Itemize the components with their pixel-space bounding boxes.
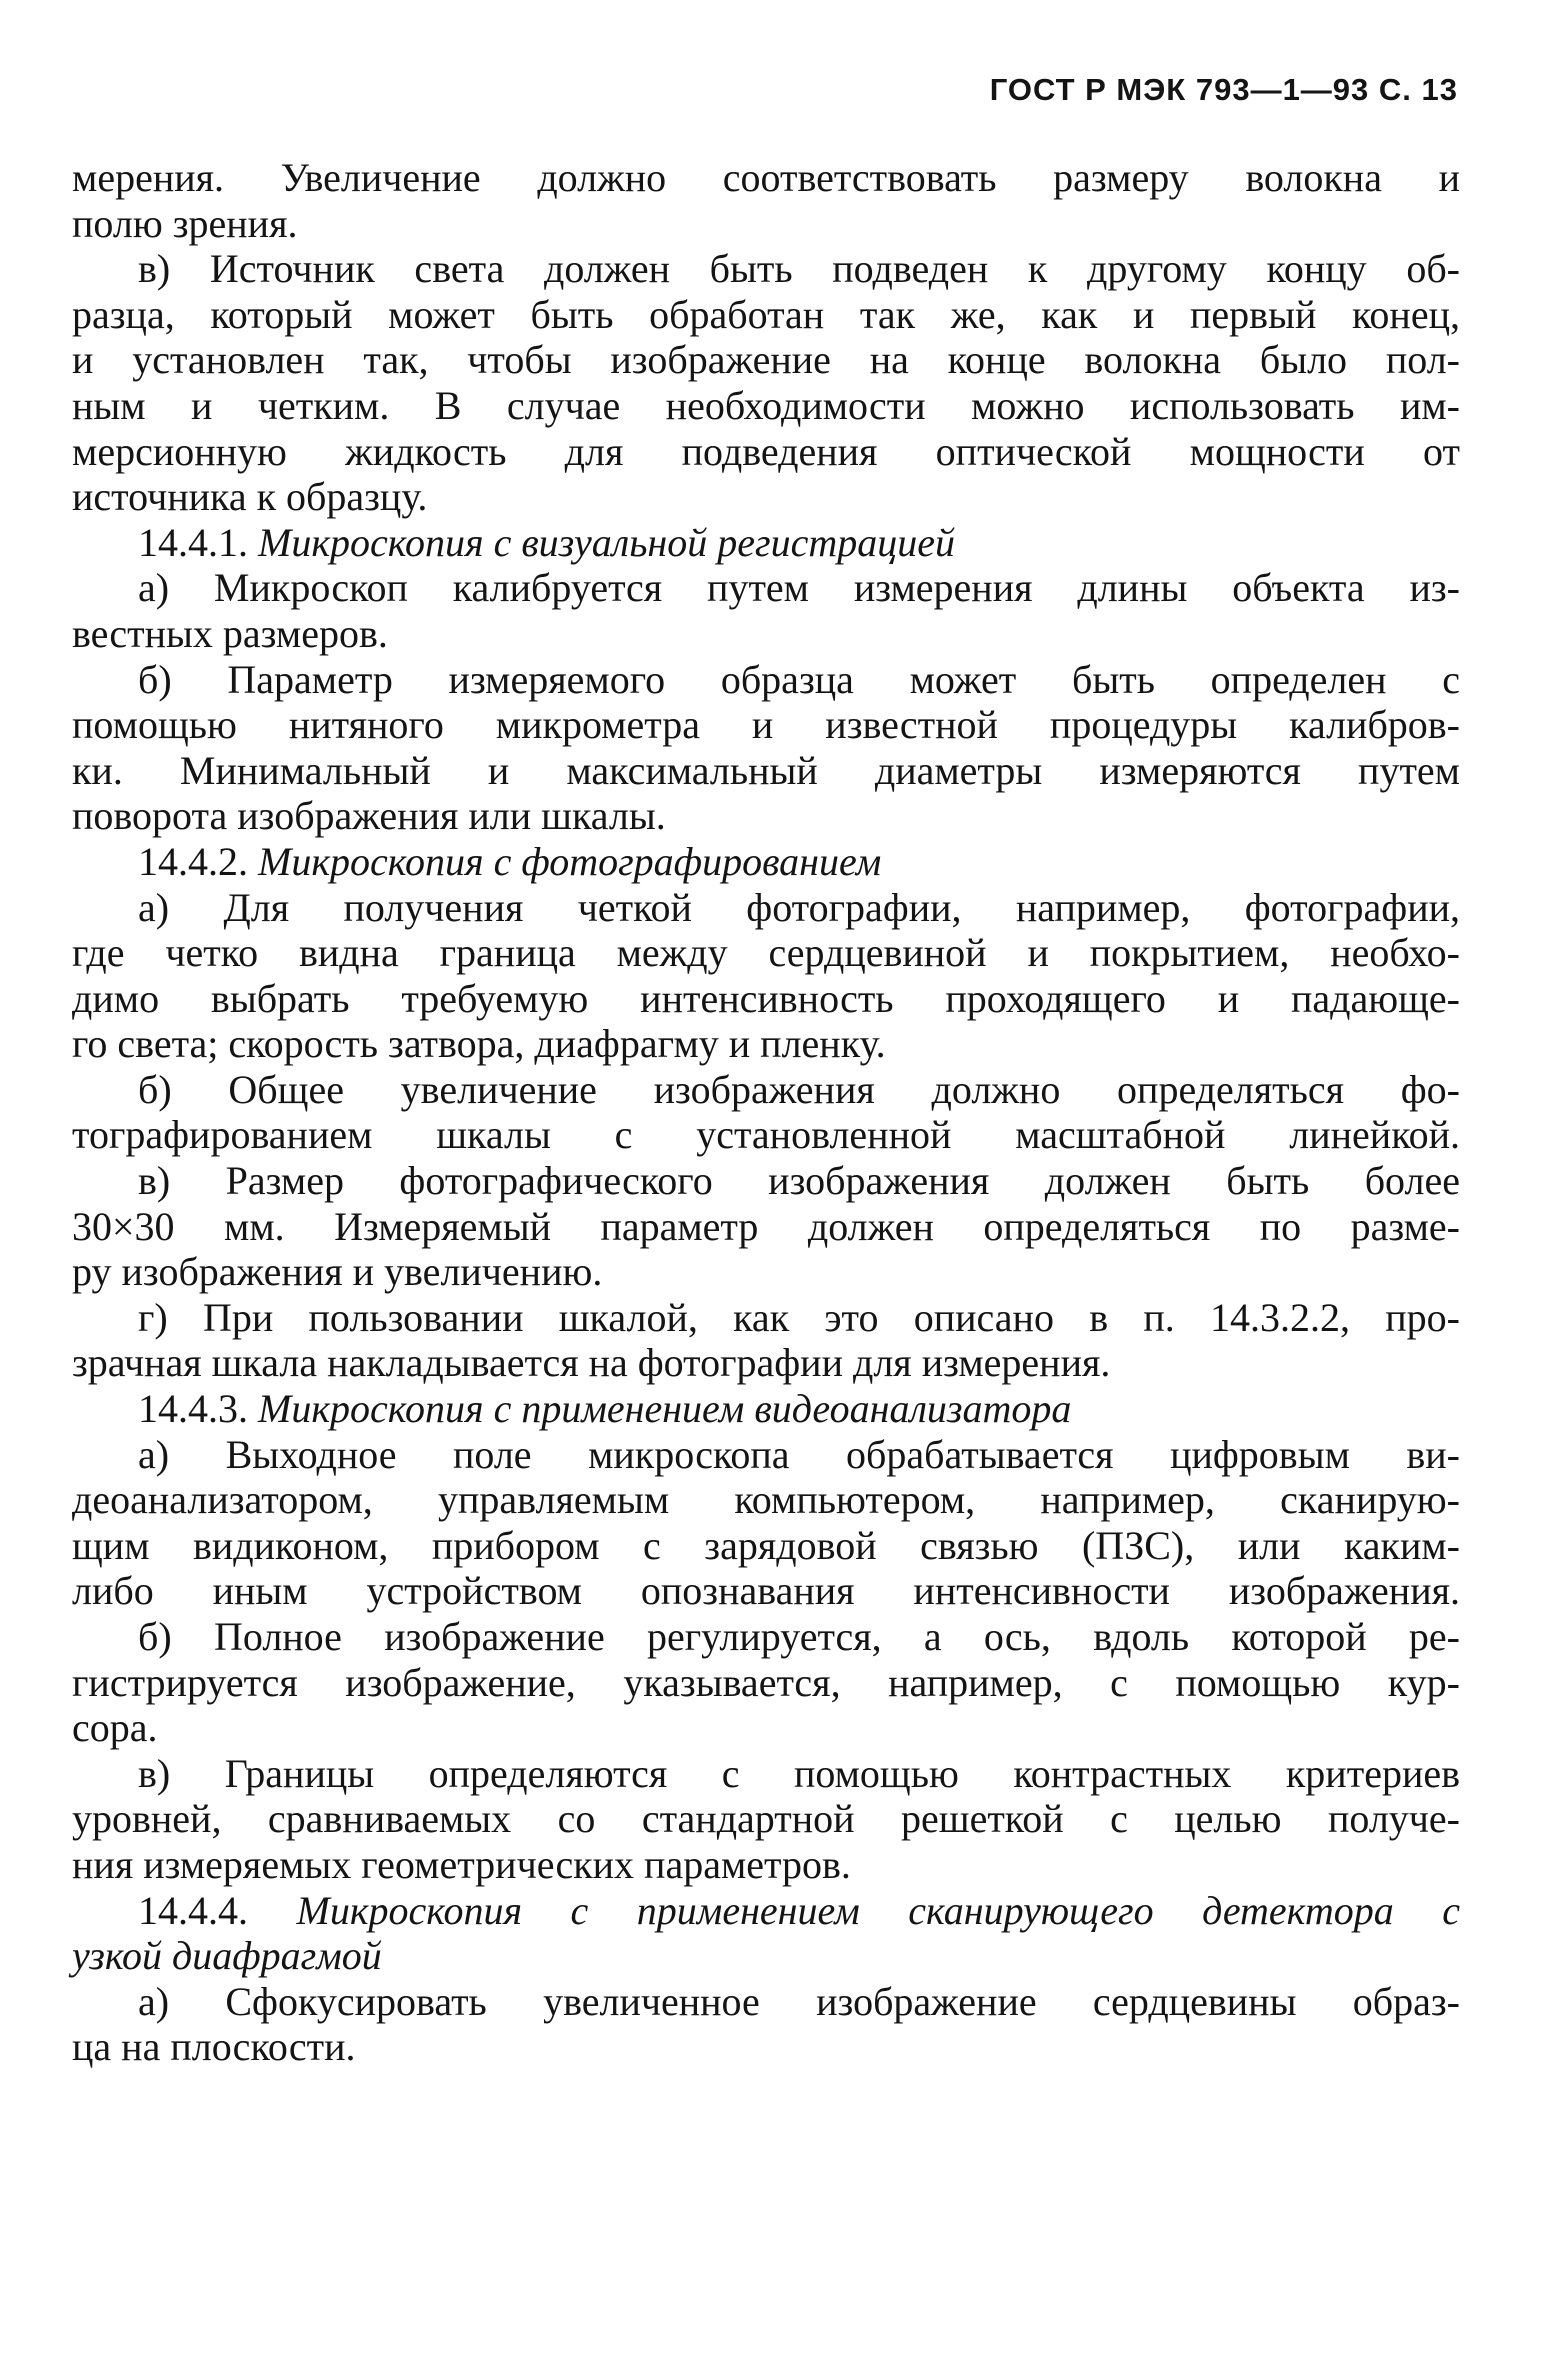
section-heading-14-4-3: [72, 1386, 1460, 1432]
body-text: [72, 155, 1460, 2070]
text-line: вестных размеров.: [72, 610, 388, 656]
text-line: деоанализатором, управляемым компьютером, например, сканирую-: [72, 1477, 1460, 1523]
section-number: 14.4.2.: [138, 838, 248, 884]
text-line: уровней, сравниваемых со стандартной решеткой с целью получе-: [72, 1796, 1460, 1842]
text-line: либо иным устройством опознавания интенсивности изображения.: [72, 1568, 1460, 1614]
section-number: 14.4.3.: [138, 1386, 248, 1432]
section-title: Микроскопия с применением видеоанализатора: [258, 1386, 1072, 1432]
text-line: а) Для получения четкой фотографии, например, фотографии,: [138, 884, 1460, 930]
section-title: Микроскопия с визуальной регистрацией: [258, 519, 956, 565]
text-line: поворота изображения или шкалы.: [72, 793, 666, 839]
text-line: в) Размер фотографического изображения должен быть более: [138, 1158, 1460, 1204]
text-line: зрачная шкала накладывается на фотографии для измерения.: [72, 1340, 1111, 1386]
section-title-continuation: узкой диафрагмой: [72, 1933, 382, 1979]
text-line: го света; скорость затвора, диафрагму и пленку.: [72, 1021, 886, 1067]
text-line: димо выбрать требуемую интенсивность проходящего и падающе-: [72, 975, 1460, 1021]
text-line: гистрируется изображение, указывается, например, с помощью кур-: [72, 1659, 1460, 1705]
text-line: б) Параметр измеряемого образца может быть определен с: [138, 656, 1460, 702]
text-line: тографированием шкалы с установленной масштабной линейкой.: [72, 1112, 1460, 1158]
text-line: мерсионную жидкость для подведения оптической мощности от: [72, 428, 1460, 474]
section-heading-14-4-4: [72, 1888, 1460, 1934]
text-line: а) Микроскоп калибруется путем измерения длины объекта из-: [138, 565, 1460, 611]
text-line: полю зрения.: [72, 200, 298, 246]
text-line: сора.: [72, 1705, 158, 1751]
text-line: помощью нитяного микрометра и известной процедуры калибров-: [72, 702, 1460, 748]
text-line: г) При пользовании шкалой, как это описано в п. 14.3.2.2, про-: [138, 1294, 1460, 1340]
text-line: ния измеряемых геометрических параметров.: [72, 1841, 851, 1887]
section-title: Микроскопия с применением сканирующего детектора с: [296, 1887, 1460, 1933]
text-line: в) Источник света должен быть подведен к другому концу об-: [138, 246, 1460, 292]
text-line: источника к образцу.: [72, 474, 428, 520]
text-line: б) Полное изображение регулируется, а ось, вдоль которой ре-: [138, 1614, 1460, 1659]
running-header: ГОСТ Р МЭК 793—1—93 С. 13: [989, 72, 1458, 107]
text-line: в) Границы определяются с помощью контрастных критериев: [138, 1750, 1460, 1796]
text-line: щим видиконом, прибором с зарядовой связью (ПЗС), или каким-: [72, 1522, 1460, 1568]
text-line: а) Сфокусировать увеличенное изображение сердцевины образ-: [138, 1978, 1460, 2024]
text-line: и установлен так, чтобы изображение на конце волокна было пол-: [72, 337, 1460, 383]
text-line: мерения. Увеличение должно соответствовать размеру волокна и: [72, 155, 1460, 200]
text-line: ца на плоскости.: [72, 2024, 356, 2070]
text-line: где четко видна граница между сердцевиной и покрытием, необхо-: [72, 930, 1460, 976]
text-line: разца, который может быть обработан так же, как и первый конец,: [72, 291, 1460, 337]
text-line: ру изображения и увеличению.: [72, 1249, 603, 1295]
section-number: 14.4.4.: [138, 1887, 248, 1933]
section-heading-14-4-2: [72, 839, 1460, 885]
text-line: ки. Минимальный и максимальный диаметры измеряются путем: [72, 747, 1460, 793]
text-line: ным и четким. В случае необходимости можно использовать им-: [72, 382, 1460, 428]
text-line: а) Выходное поле микроскопа обрабатывается цифровым ви-: [138, 1431, 1460, 1477]
text-line: б) Общее увеличение изображения должно определяться фо-: [138, 1066, 1460, 1112]
section-title: Микроскопия с фотографированием: [258, 838, 882, 884]
section-heading-14-4-1: [72, 520, 1460, 566]
section-number: 14.4.1.: [138, 519, 248, 565]
text-line: 30×30 мм. Измеряемый параметр должен определяться по разме-: [72, 1203, 1460, 1249]
